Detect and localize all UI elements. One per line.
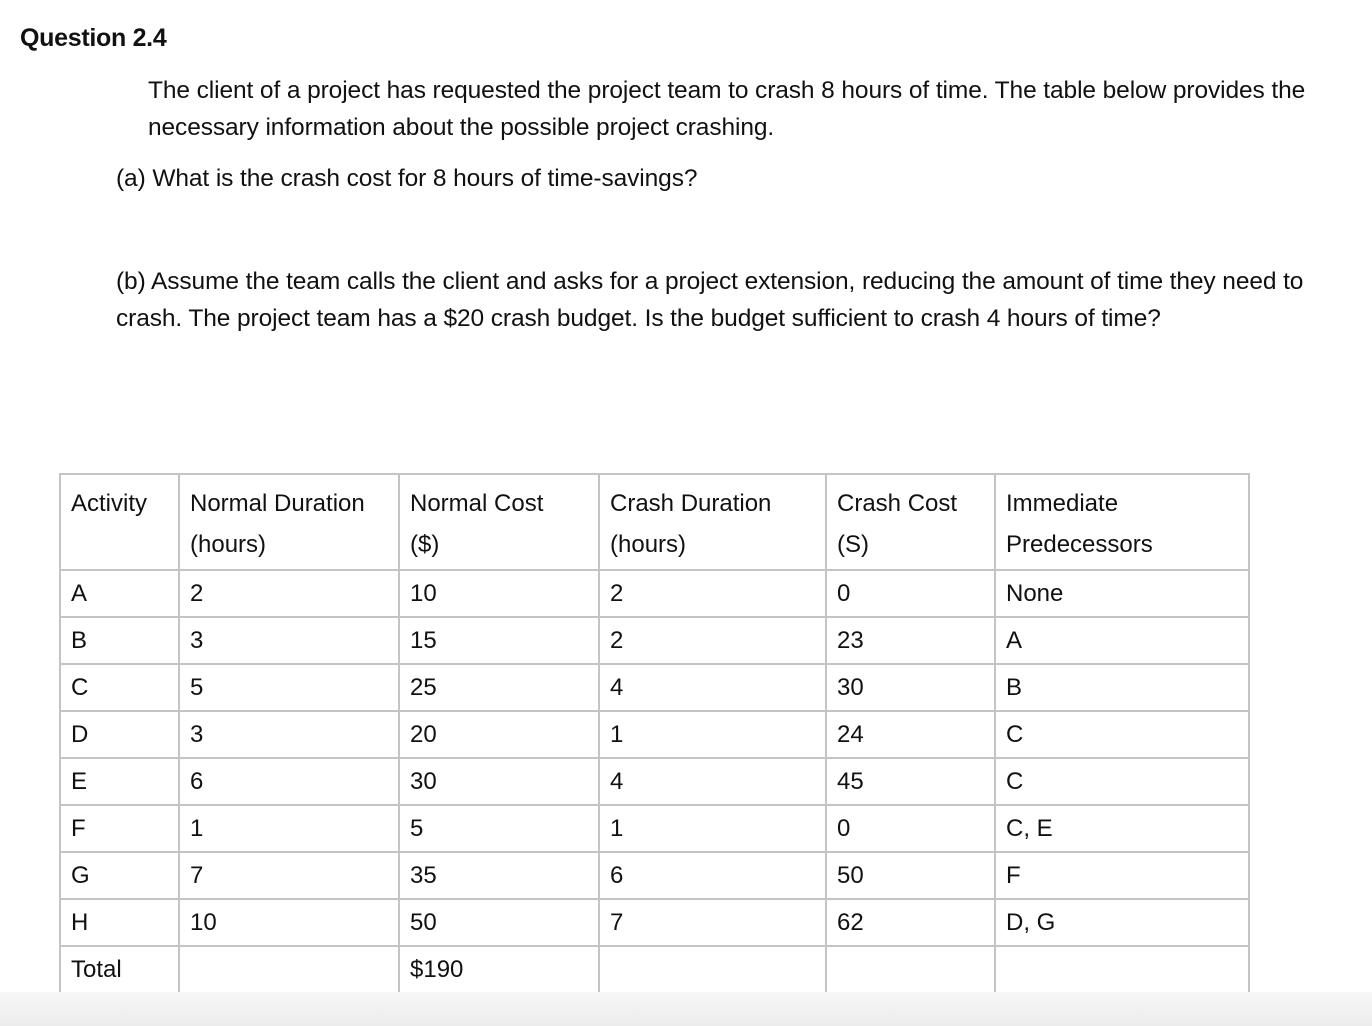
cell-activity: H: [60, 899, 179, 946]
cell-normal-duration: 5: [179, 664, 399, 711]
table-row: [60, 758, 1249, 805]
cell-predecessors: A: [995, 617, 1249, 664]
cell-predecessors: B: [995, 664, 1249, 711]
cell-activity: B: [60, 617, 179, 664]
question-part-b: (b) Assume the team calls the client and asks for a project extension, reducing the amount of time they need to crash. The project team has a $20 crash budget. Is the budget sufficient to crash 4 hours of time?: [116, 268, 1304, 332]
cell-normal-duration: 6: [179, 758, 399, 805]
cell-normal-cost: 50: [399, 899, 599, 946]
table-total-row: [60, 946, 1249, 993]
cell-crash-cost: 0: [826, 570, 995, 617]
cell-activity: E: [60, 758, 179, 805]
cell-crash-duration: 4: [599, 758, 826, 805]
header-activity: Activity: [60, 474, 179, 570]
question-part-a: (a) What is the crash cost for 8 hours of time-savings?: [116, 165, 698, 192]
cell-normal-cost: 10: [399, 570, 599, 617]
cell-crash-cost: 30: [826, 664, 995, 711]
cell-predecessors: F: [995, 852, 1249, 899]
cell-predecessors: None: [995, 570, 1249, 617]
cell-crash-duration: 6: [599, 852, 826, 899]
cell-normal-cost: 20: [399, 711, 599, 758]
cell-activity: C: [60, 664, 179, 711]
cell-crash-cost: 45: [826, 758, 995, 805]
cell-normal-cost: 35: [399, 852, 599, 899]
cell-normal-cost: 30: [399, 758, 599, 805]
cell-predecessors: [995, 946, 1249, 993]
cell-predecessors: D, G: [995, 899, 1249, 946]
bottom-bar: [0, 992, 1372, 1026]
cell-normal-cost: 15: [399, 617, 599, 664]
table-row: [60, 852, 1249, 899]
cell-crash-duration: 2: [599, 570, 826, 617]
cell-normal-duration: 2: [179, 570, 399, 617]
cell-crash-duration: 4: [599, 664, 826, 711]
cell-total-label: Total: [60, 946, 179, 993]
table-row: [60, 711, 1249, 758]
cell-crash-cost: 0: [826, 805, 995, 852]
cell-normal-duration: 3: [179, 711, 399, 758]
cell-crash-duration: [599, 946, 826, 993]
cell-crash-cost: 62: [826, 899, 995, 946]
cell-normal-duration: 10: [179, 899, 399, 946]
cell-crash-cost: 23: [826, 617, 995, 664]
cell-crash-cost: 50: [826, 852, 995, 899]
cell-crash-duration: 2: [599, 617, 826, 664]
cell-crash-cost: [826, 946, 995, 993]
cell-normal-duration: 1: [179, 805, 399, 852]
cell-activity: D: [60, 711, 179, 758]
cell-predecessors: C: [995, 758, 1249, 805]
cell-crash-duration: 7: [599, 899, 826, 946]
crashing-table: [59, 473, 1250, 994]
cell-predecessors: C: [995, 711, 1249, 758]
cell-total-normal-cost: $190: [399, 946, 599, 993]
cell-activity: A: [60, 570, 179, 617]
question-heading: Question 2.4: [20, 24, 167, 52]
header-crash-cost: Crash Cost (S): [826, 474, 995, 570]
table-row: [60, 805, 1249, 852]
cell-activity: F: [60, 805, 179, 852]
cell-crash-duration: 1: [599, 711, 826, 758]
cell-normal-cost: 5: [399, 805, 599, 852]
header-normal-duration: Normal Duration (hours): [179, 474, 399, 570]
header-normal-cost: Normal Cost ($): [399, 474, 599, 570]
cell-activity: G: [60, 852, 179, 899]
cell-normal-duration: 3: [179, 617, 399, 664]
cell-crash-cost: 24: [826, 711, 995, 758]
header-crash-duration: Crash Duration (hours): [599, 474, 826, 570]
cell-normal-duration: [179, 946, 399, 993]
table-row: [60, 899, 1249, 946]
cell-normal-cost: 25: [399, 664, 599, 711]
question-intro: The client of a project has requested the project team to crash 8 hours of time. The table below provides the necessary information about the possible project crashing.: [148, 77, 1306, 141]
cell-predecessors: C, E: [995, 805, 1249, 852]
table-row: [60, 664, 1249, 711]
table-row: [60, 617, 1249, 664]
cell-crash-duration: 1: [599, 805, 826, 852]
header-immediate-predecessors: Immediate Predecessors: [995, 474, 1249, 570]
table-row: [60, 570, 1249, 617]
cell-normal-duration: 7: [179, 852, 399, 899]
table-header-row: [60, 474, 1249, 570]
